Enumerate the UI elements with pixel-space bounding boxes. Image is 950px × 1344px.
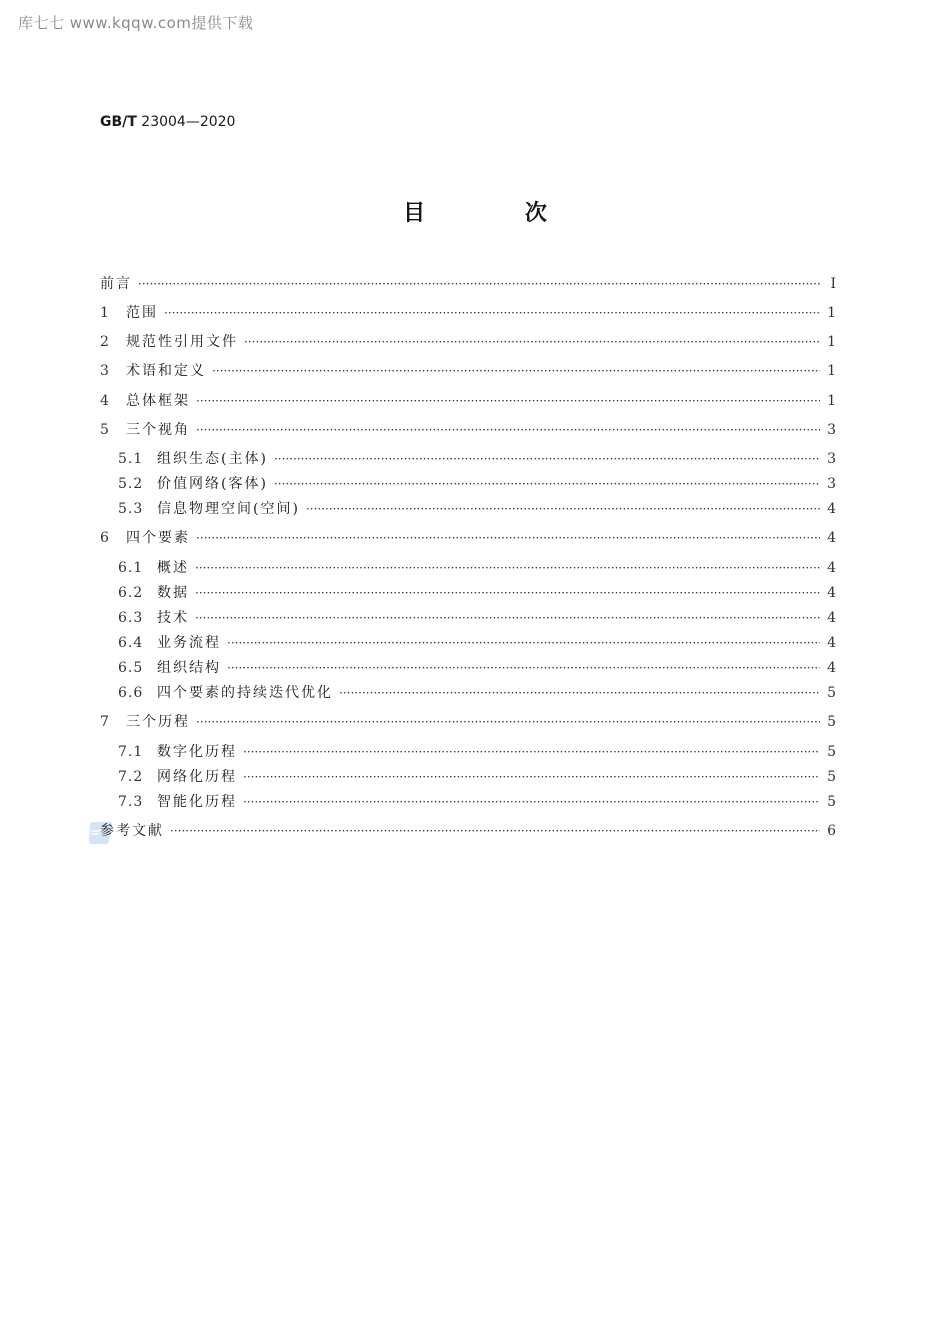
toc-page-number: 1 (827, 363, 836, 379)
toc-entry-text: 智能化历程 (157, 794, 237, 810)
toc-entry-number: 5.2 (118, 476, 144, 492)
toc-entry-references[interactable] (100, 821, 836, 841)
toc-entry-preface[interactable] (100, 274, 836, 294)
toc-page-number: 6 (827, 823, 836, 839)
toc-page-number: 4 (827, 530, 836, 546)
toc-leader-dots (244, 332, 820, 352)
toc-leader-dots (212, 361, 820, 381)
toc-entry-text: 前言 (100, 276, 132, 292)
toc-entry-text: 数字化历程 (157, 744, 237, 760)
toc-leader-dots (195, 583, 820, 603)
toc-entry-text: 范围 (126, 305, 158, 321)
toc-page-number: 5 (827, 744, 836, 760)
toc-leader-dots (243, 742, 820, 762)
toc-entry-number: 7.1 (118, 744, 144, 760)
toc-leader-dots (339, 683, 820, 703)
toc-entry-text: 三个视角 (126, 422, 190, 438)
toc-entry-text: 三个历程 (126, 714, 190, 730)
toc-entry-text: 组织结构 (157, 660, 221, 676)
toc-subentry[interactable] (118, 583, 836, 603)
toc-entry-text: 信息物理空间(空间) (157, 501, 300, 517)
toc-entry-text: 总体框架 (126, 393, 190, 409)
toc-entry[interactable] (100, 332, 836, 352)
toc-subentry[interactable] (118, 449, 836, 469)
toc-entry-text: 数据 (157, 585, 189, 601)
toc-leader-dots (138, 274, 820, 294)
toc-leader-dots (170, 821, 820, 841)
toc-entry[interactable] (100, 361, 836, 381)
toc-page-number: 3 (827, 451, 836, 467)
toc-leader-dots (196, 528, 820, 548)
toc-page-number: 5 (827, 769, 836, 785)
toc-leader-dots (195, 558, 820, 578)
toc-entry-text: 概述 (157, 560, 189, 576)
toc-page-number: 1 (827, 393, 836, 409)
watermark-text: 库七七 www.kqqw.com提供下载 (18, 14, 254, 32)
toc-entry-number: 2 (100, 334, 110, 350)
toc-entry-number: 6.3 (118, 610, 144, 626)
toc-entry-text: 四个要素的持续迭代优化 (157, 685, 333, 701)
toc-page-number: 5 (827, 794, 836, 810)
toc-entry-number: 3 (100, 363, 110, 379)
toc-page-number: 3 (827, 476, 836, 492)
toc-leader-dots (227, 658, 820, 678)
toc-subentry[interactable] (118, 474, 836, 494)
toc-entry-text: 技术 (157, 610, 189, 626)
toc-subentry[interactable] (118, 792, 836, 812)
toc-entry-text: 业务流程 (157, 635, 221, 651)
toc-leader-dots (196, 420, 820, 440)
standard-year-number: 23004—2020 (141, 114, 236, 130)
toc-page-number: 4 (827, 560, 836, 576)
toc-entry-number: 5.1 (118, 451, 144, 467)
toc-entry-number: 6.5 (118, 660, 144, 676)
toc-page-number: Ⅰ (830, 276, 836, 292)
toc-entry-text: 参考文献 (100, 823, 164, 839)
toc-entry-number: 6.6 (118, 685, 144, 701)
toc-entry-number: 5.3 (118, 501, 144, 517)
toc-entry[interactable] (100, 420, 836, 440)
toc-entry-number: 7.2 (118, 769, 144, 785)
toc-leader-dots (164, 303, 820, 323)
toc-page-number: 4 (827, 635, 836, 651)
toc-entry-text: 网络化历程 (157, 769, 237, 785)
toc-entry-text: 组织生态(主体) (157, 451, 268, 467)
toc-leader-dots (274, 449, 820, 469)
toc-leader-dots (243, 792, 820, 812)
toc-subentry[interactable] (118, 633, 836, 653)
toc-entry-number: 7 (100, 714, 110, 730)
toc-entry-number: 6.2 (118, 585, 144, 601)
toc-subentry[interactable] (118, 608, 836, 628)
page-title: 目 次 (403, 201, 593, 226)
toc-subentry[interactable] (118, 658, 836, 678)
toc-leader-dots (227, 633, 820, 653)
toc-entry-number: 1 (100, 305, 110, 321)
toc-page-number: 1 (827, 305, 836, 321)
toc-entry-text: 规范性引用文件 (126, 334, 238, 350)
toc-entry[interactable] (100, 528, 836, 548)
toc-entry-number: 5 (100, 422, 110, 438)
toc-leader-dots (274, 474, 820, 494)
toc-leader-dots (196, 712, 820, 732)
toc-leader-dots (306, 499, 820, 519)
toc-entry-text: 术语和定义 (126, 363, 206, 379)
toc-subentry[interactable] (118, 742, 836, 762)
toc-page-number: 5 (827, 714, 836, 730)
toc-leader-dots (196, 391, 820, 411)
toc-entry-number: 6.4 (118, 635, 144, 651)
toc-entry[interactable] (100, 712, 836, 732)
toc-entry[interactable] (100, 303, 836, 323)
standard-code: GB/T (100, 114, 137, 130)
toc-page-number: 5 (827, 685, 836, 701)
toc-entry-number: 6.1 (118, 560, 144, 576)
toc-page-number: 1 (827, 334, 836, 350)
toc-subentry[interactable] (118, 558, 836, 578)
toc-leader-dots (243, 767, 820, 787)
toc-subentry[interactable] (118, 499, 836, 519)
toc-page-number: 4 (827, 610, 836, 626)
toc-entry-text: 四个要素 (126, 530, 190, 546)
toc-page-number: 3 (827, 422, 836, 438)
toc-page-number: 4 (827, 660, 836, 676)
toc-entry[interactable] (100, 391, 836, 411)
toc-entry-number: 7.3 (118, 794, 144, 810)
toc-leader-dots (195, 608, 820, 628)
toc-entry-number: 6 (100, 530, 110, 546)
toc-entry-text: 价值网络(客体) (157, 476, 268, 492)
toc-subentry[interactable] (118, 683, 836, 703)
toc-entry-number: 4 (100, 393, 110, 409)
toc-page-number: 4 (827, 501, 836, 517)
toc-subentry[interactable] (118, 767, 836, 787)
toc-page-number: 4 (827, 585, 836, 601)
